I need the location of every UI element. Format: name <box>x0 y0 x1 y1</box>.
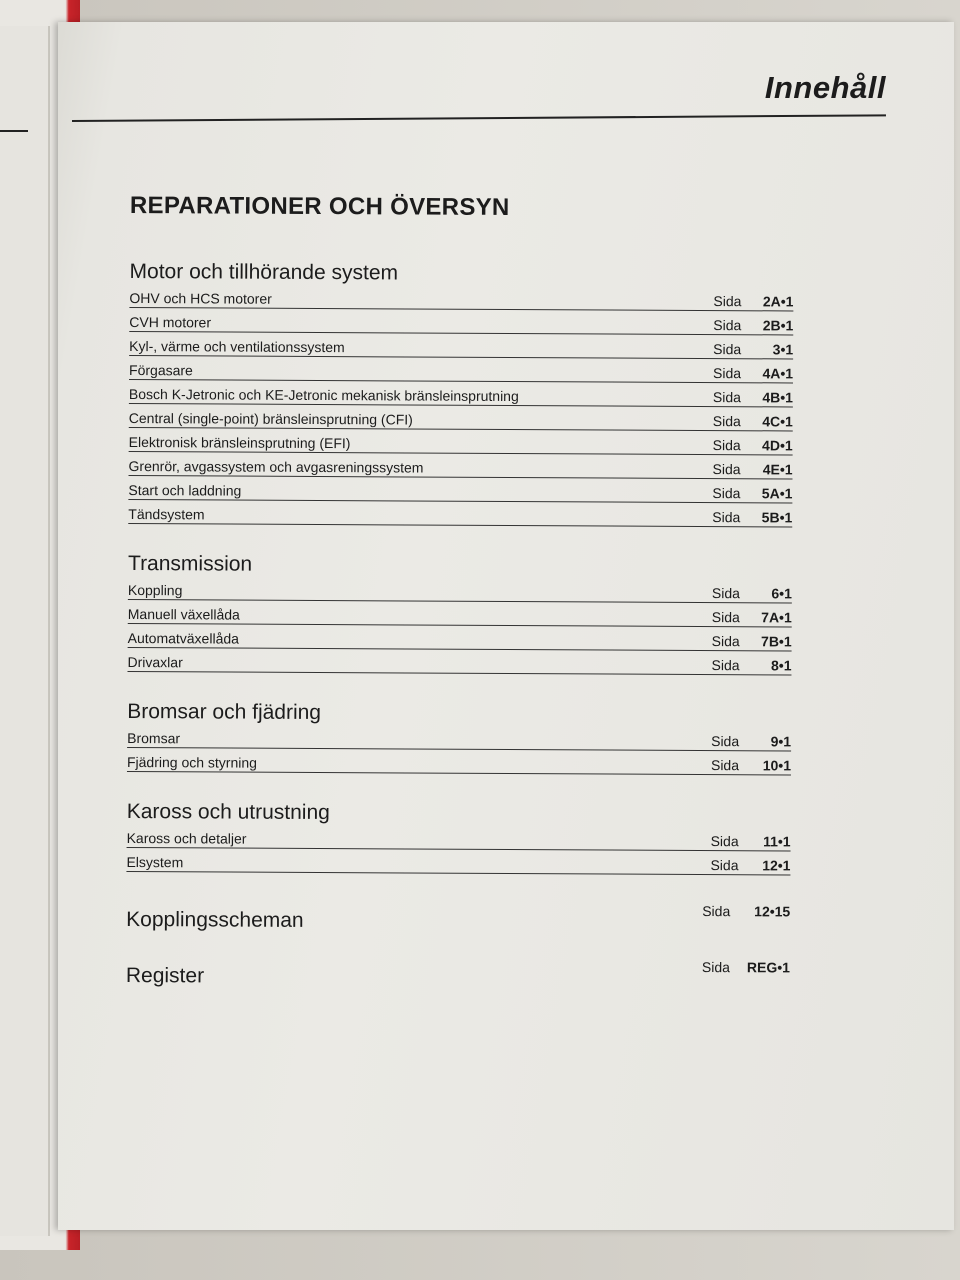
entry-page-ref <box>711 657 791 673</box>
page-number: 4D•1 <box>762 437 793 454</box>
toc-entry[interactable] <box>127 824 791 851</box>
entry-page-ref <box>713 365 793 381</box>
page-number: 4C•1 <box>762 413 793 430</box>
sida-label: Sida <box>711 733 740 750</box>
entry-page-ref <box>712 609 792 625</box>
toc-entry[interactable] <box>127 748 791 775</box>
toc-entry[interactable] <box>129 428 793 455</box>
previous-page-edge <box>0 26 50 1236</box>
toc-section <box>128 260 793 527</box>
entry-label: Grenrör, avgassystem och avgasreningssystem <box>128 457 424 476</box>
page-number: 11•1 <box>763 833 791 850</box>
page-number: 9•1 <box>770 733 792 750</box>
entry-page-ref <box>713 293 793 309</box>
page-number: 3•1 <box>772 341 794 358</box>
page-number: 12•1 <box>762 857 791 874</box>
page-number: 2A•1 <box>762 293 794 310</box>
entry-page-ref <box>713 317 793 333</box>
table-of-contents <box>126 192 794 1015</box>
sida-label: Sida <box>710 757 740 774</box>
sida-label: Sida <box>712 509 741 526</box>
toc-entry[interactable] <box>129 404 793 431</box>
sida-label: Sida <box>712 485 741 502</box>
page-number: 6•1 <box>771 585 792 602</box>
entry-label: CVH motorer <box>129 313 212 331</box>
entry-page-ref <box>712 633 792 649</box>
entry-label: Bromsar <box>127 729 181 747</box>
section-title: Motor och tillhörande system <box>129 259 399 285</box>
sida-label: Sida <box>713 317 742 334</box>
entry-page-ref <box>713 389 793 405</box>
toc-section <box>126 800 790 875</box>
entry-page-ref <box>713 461 793 477</box>
header-rule <box>72 114 886 122</box>
sida-label: Sida <box>711 609 740 626</box>
section-title: Kaross och utrustning <box>126 799 330 825</box>
toc-entry[interactable] <box>129 284 793 311</box>
toc-standalone-entry[interactable] <box>126 900 790 935</box>
sida-label: Sida <box>701 959 731 976</box>
entry-label: Bosch K-Jetronic och KE-Jetronic mekanisk bränsleinsprutning <box>128 385 519 405</box>
sida-label: Sida <box>710 857 739 874</box>
section-title: Register <box>125 963 205 988</box>
toc-entry[interactable] <box>128 476 792 503</box>
page-number: 8•1 <box>771 657 792 674</box>
sida-label: Sida <box>713 293 742 310</box>
page-header-title: Innehåll <box>764 70 886 105</box>
toc-standalone-entries <box>126 900 790 991</box>
page-number: REG•1 <box>746 959 790 976</box>
entry-label: Kaross och detaljer <box>126 829 247 847</box>
entry-label: Förgasare <box>129 361 193 379</box>
entry-page-ref <box>702 959 790 975</box>
entry-page-ref <box>712 585 792 601</box>
page-number: 4E•1 <box>762 461 793 478</box>
sida-label: Sida <box>711 633 740 650</box>
section-title: Transmission <box>127 551 253 576</box>
sida-label: Sida <box>712 413 741 430</box>
previous-page-rule <box>0 130 28 132</box>
entry-label: Elektronisk bränsleinsprutning (EFI) <box>128 433 351 452</box>
main-heading: REPARATIONER OCH ÖVERSYN <box>129 192 510 221</box>
toc-entry[interactable] <box>129 452 793 479</box>
sida-label: Sida <box>713 365 742 382</box>
entry-label: Elsystem <box>126 853 184 871</box>
entry-page-ref <box>712 485 792 501</box>
page-number: 12•15 <box>754 903 791 920</box>
entry-label: Drivaxlar <box>127 653 183 671</box>
sida-label: Sida <box>712 461 741 478</box>
toc-entry[interactable] <box>128 600 792 627</box>
sida-label: Sida <box>712 389 742 406</box>
entry-page-ref <box>710 857 790 873</box>
page-number: 2B•1 <box>762 317 794 334</box>
page-number: 4A•1 <box>762 365 794 382</box>
toc-section <box>127 700 791 775</box>
sida-label: Sida <box>711 657 740 674</box>
entry-label: Kyl-, värme och ventilationssystem <box>129 337 345 356</box>
section-title: Bromsar och fjädring <box>127 699 322 725</box>
sida-label: Sida <box>702 903 731 920</box>
page-number: 5A•1 <box>761 485 793 502</box>
sida-label: Sida <box>711 585 740 602</box>
entry-label: Automatväxellåda <box>127 629 240 647</box>
page-number: 7B•1 <box>761 633 792 650</box>
toc-entry[interactable] <box>129 332 793 359</box>
entry-page-ref <box>712 509 792 525</box>
toc-standalone-entry[interactable] <box>126 956 790 991</box>
entry-label: Tändsystem <box>128 505 205 523</box>
sida-label: Sida <box>710 833 739 850</box>
sida-label: Sida <box>712 437 741 454</box>
toc-entry[interactable] <box>129 308 793 335</box>
entry-page-ref <box>713 341 793 357</box>
entry-label: Start och laddning <box>128 481 242 499</box>
entry-page-ref <box>711 757 791 773</box>
entry-label: Manuell växellåda <box>127 605 240 623</box>
toc-entry[interactable] <box>128 500 792 527</box>
entry-page-ref <box>713 437 793 453</box>
section-title: Kopplingsscheman <box>126 907 304 932</box>
page-number: 7A•1 <box>761 609 792 626</box>
toc-entry[interactable] <box>129 380 793 407</box>
toc-entry[interactable] <box>128 624 792 651</box>
entry-page-ref <box>702 903 790 919</box>
toc-sections <box>126 260 793 875</box>
entry-label: OHV och HCS motorer <box>129 289 272 307</box>
toc-section <box>127 552 792 675</box>
entry-label: Fjädring och styrning <box>126 753 258 771</box>
page-number: 4B•1 <box>762 389 793 406</box>
entry-label: Koppling <box>127 581 183 599</box>
page-number: 5B•1 <box>761 509 793 526</box>
sida-label: Sida <box>713 341 742 358</box>
toc-entry[interactable] <box>127 724 791 751</box>
contents-page <box>58 22 954 1230</box>
toc-entry[interactable] <box>129 356 793 383</box>
toc-entry[interactable] <box>127 648 791 675</box>
toc-entry[interactable] <box>128 576 792 603</box>
toc-entry[interactable] <box>126 848 790 875</box>
entry-page-ref <box>711 733 791 749</box>
entry-page-ref <box>711 833 791 849</box>
page-number: 10•1 <box>762 757 792 774</box>
entry-page-ref <box>713 413 793 429</box>
entry-label: Central (single-point) bränsleinsprutning (CFI) <box>128 409 413 428</box>
